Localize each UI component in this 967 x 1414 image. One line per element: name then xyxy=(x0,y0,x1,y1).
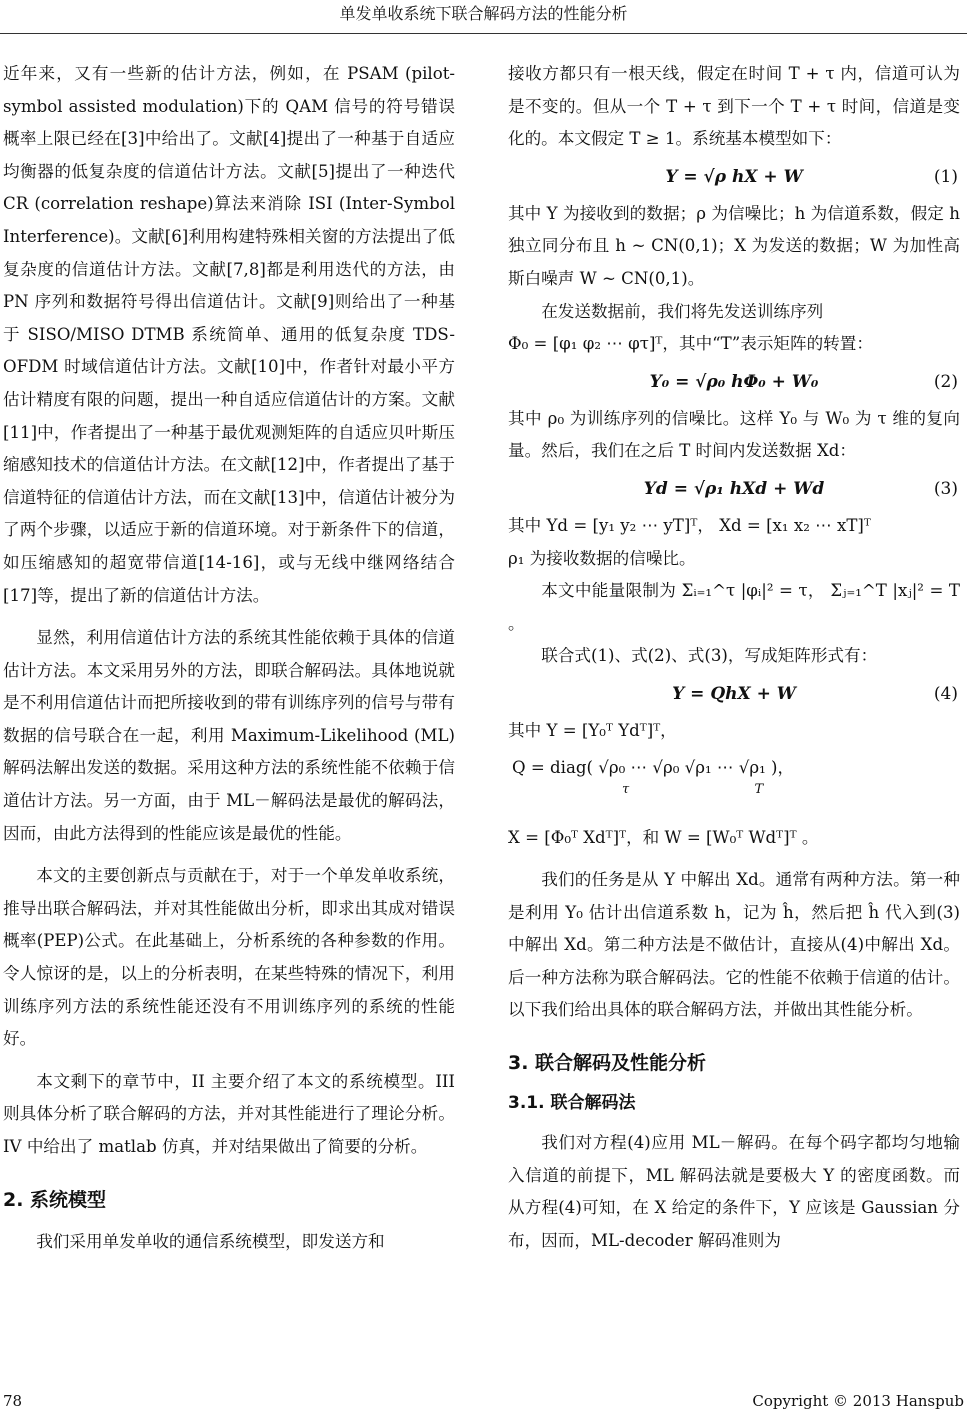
equation-3-body: Yd = √ρ₁ hXd + Wd xyxy=(643,478,825,499)
x-w-stack-definition: X = [Φ₀ᵀ Xdᵀ]ᵀ，和 W = [W₀ᵀ Wdᵀ]ᵀ 。 xyxy=(508,827,819,847)
q-matrix-definition xyxy=(508,750,960,820)
equation-1-number: (1) xyxy=(933,166,958,187)
data-snr-definition: ρ₁ 为接收数据的信噪比。 xyxy=(508,548,696,568)
equation-4-body: Y = QhX + W xyxy=(672,683,796,704)
q-brace-label-tau: τ xyxy=(622,781,630,797)
equation-4 xyxy=(508,675,960,713)
model-paragraph-4: 其中 ρ₀ 为训练序列的信噪比。这样 Y₀ 与 W₀ 为 τ 维的复向量。然后，我们在之后 T 时间内发送数据 Xd： xyxy=(508,408,960,461)
intro-paragraph-1: 近年来，又有一些新的估计方法，例如，在 PSAM (pilot-symbol assisted modulation)下的 QAM 信号的符号错误概率上限已经在[3]中给出了。文献[4]提出了一种基于自适应均衡器的低复杂度的信道估计方法。文献[5]提出了一种迭代 CR (correlation reshape)算法来消除 ISI (Inter-Symbol Interference)。文献[6]利用构建特殊相关窗的方法提出了低复杂度的信道估计方法。文献[7,8]都是利用迭代的方法，由 PN 序列和数据符号得出信道估计。文献[9]则给出了一种基于 SISO/MISO DTMB 系统简单、通用的低复杂度 TDS-OFDM 时域信道估计方法。文献[10]中，作者针对最小平方估计精度有限的问题，提出一种自适应信道估计的方案。文献[11]中，作者提出了一种基于最优观测矩阵的自适应贝叶斯压缩感知技术的信道估计方法。在文献[12]中，作者提出了基于信道特征的信道估计方法，而在文献[13]中，信道估计被分为了两个步骤，以适应于新的信道环境。对于新条件下的信道，如压缩感知的超宽带信道[14-16]，或与无线中继网络结合[17]等，提出了新的信道估计方法。 xyxy=(3,64,455,605)
intro-paragraph-2: 显然，利用信道估计方法的系统其性能依赖于具体的信道估计方法。本文采用另外的方法，即联合解码法。具体地说就是不利用信道估计而把所接收到的带有训练序列的信号与带有数据的信号联合在一起，利用 Maximum-Likelihood (ML)解码法解出发送的数据。采用这种方法的系统性能不依赖于信道估计方法。另一方面，由于 ML－解码法是最优的解码法，因而，由此方法得到的性能应该是最优的性能。 xyxy=(3,628,455,843)
equation-3 xyxy=(508,470,960,508)
subsection-heading-joint-decoding-method: 3.1. 联合解码法 xyxy=(508,1093,636,1114)
training-sequence-definition: Φ₀ = [φ₁ φ₂ ⋯ φτ]ᵀ，其中“T”表示矩阵的转置： xyxy=(508,334,873,354)
model-paragraph-1: 接收方都只有一根天线，假定在时间 T + τ 内，信道可认为是不变的。但从一个 T + τ 到下一个 T + τ 时间，信道是变化的。本文假定 T ≥ 1。系统基本模型如下： xyxy=(508,64,960,149)
left-column xyxy=(3,58,455,1258)
equation-3-number: (3) xyxy=(933,478,958,499)
model-paragraph-2: 其中 Y 为接收到的数据；ρ 为信噪比；h 为信道系数，假定 h 独立同分布且 h ~ CN(0,1)；X 为发送的数据；W 为加性高斯白噪声 W ~ CN(0,1)。 xyxy=(508,203,960,288)
page-number: 78 xyxy=(3,1392,23,1410)
equation-2 xyxy=(508,363,960,401)
equation-1 xyxy=(508,158,960,196)
running-header-title: 单发单收系统下联合解码方法的性能分析 xyxy=(339,4,628,23)
right-column xyxy=(508,58,960,1257)
system-model-paragraph: 我们采用单发单收的通信系统模型，即发送方和 xyxy=(36,1231,385,1251)
energy-constraint: 本文中能量限制为 Σᵢ₌₁^τ |φᵢ|² = τ， Σⱼ₌₁^T |xⱼ|² = T 。 xyxy=(508,581,960,633)
model-paragraph-3: 在发送数据前，我们将先发送训练序列 xyxy=(541,301,824,321)
equation-2-number: (2) xyxy=(933,371,958,392)
ml-decoding-paragraph: 我们对方程(4)应用 ML－解码。在每个码字都均匀地输入信道的前提下，ML 解码法就是要极大 Y 的密度函数。而从方程(4)可知，在 X 给定的条件下，Y 应该是 Gaussian 分布，因而，ML-decoder 解码准则为 xyxy=(508,1133,960,1250)
running-header xyxy=(0,0,967,34)
intro-paragraph-3: 本文的主要创新点与贡献在于，对于一个单发单收系统，推导出联合解码法，并对其性能做出分析，即求出其成对错误概率(PEP)公式。在此基础上，分析系统的各种参数的作用。令人惊讶的是，以上的分析表明，在某些特殊的情况下，利用训练序列方法的系统性能还没有不用训练序列的系统的性能好。 xyxy=(3,866,455,1049)
section-heading-system-model: 2. 系统模型 xyxy=(3,1188,107,1211)
equation-1-body: Y = √ρ hX + W xyxy=(665,166,803,187)
data-vector-definition: 其中 Yd = [y₁ y₂ ⋯ yT]ᵀ， Xd = [x₁ x₂ ⋯ xT]ᵀ xyxy=(508,515,871,535)
model-paragraph-7: 联合式(1)、式(2)、式(3)，写成矩阵形式有： xyxy=(541,646,878,666)
section-heading-joint-decoding: 3. 联合解码及性能分析 xyxy=(508,1052,707,1075)
y-stack-definition: 其中 Y = [Y₀ᵀ Ydᵀ]ᵀ， xyxy=(508,720,677,740)
equation-2-body: Y₀ = √ρ₀ hΦ₀ + W₀ xyxy=(649,371,819,392)
task-paragraph: 我们的任务是从 Y 中解出 Xd。通常有两种方法。第一种是利用 Y₀ 估计出信道系数 h，记为 ĥ，然后把 ĥ 代入到(3)中解出 Xd。第二种方法是不做估计，直接从(4)中解出 Xd。后一种方法称为联合解码法。它的性能不依赖于信道的估计。以下我们给出具体的联合解码方法，并做出其性能分析。 xyxy=(508,870,960,1020)
intro-paragraph-4: 本文剩下的章节中，II 主要介绍了本文的系统模型。III 则具体分析了联合解码的方法，并对其性能进行了理论分析。IV 中给出了 matlab 仿真，并对结果做出了简要的分析。 xyxy=(3,1071,455,1156)
equation-4-number: (4) xyxy=(933,683,958,704)
q-matrix-body: Q = diag( √ρ₀ ⋯ √ρ₀ √ρ₁ ⋯ √ρ₁ )， xyxy=(512,757,795,777)
copyright-notice: Copyright © 2013 Hanspub xyxy=(752,1392,964,1410)
q-brace-label-t: T xyxy=(754,781,764,797)
